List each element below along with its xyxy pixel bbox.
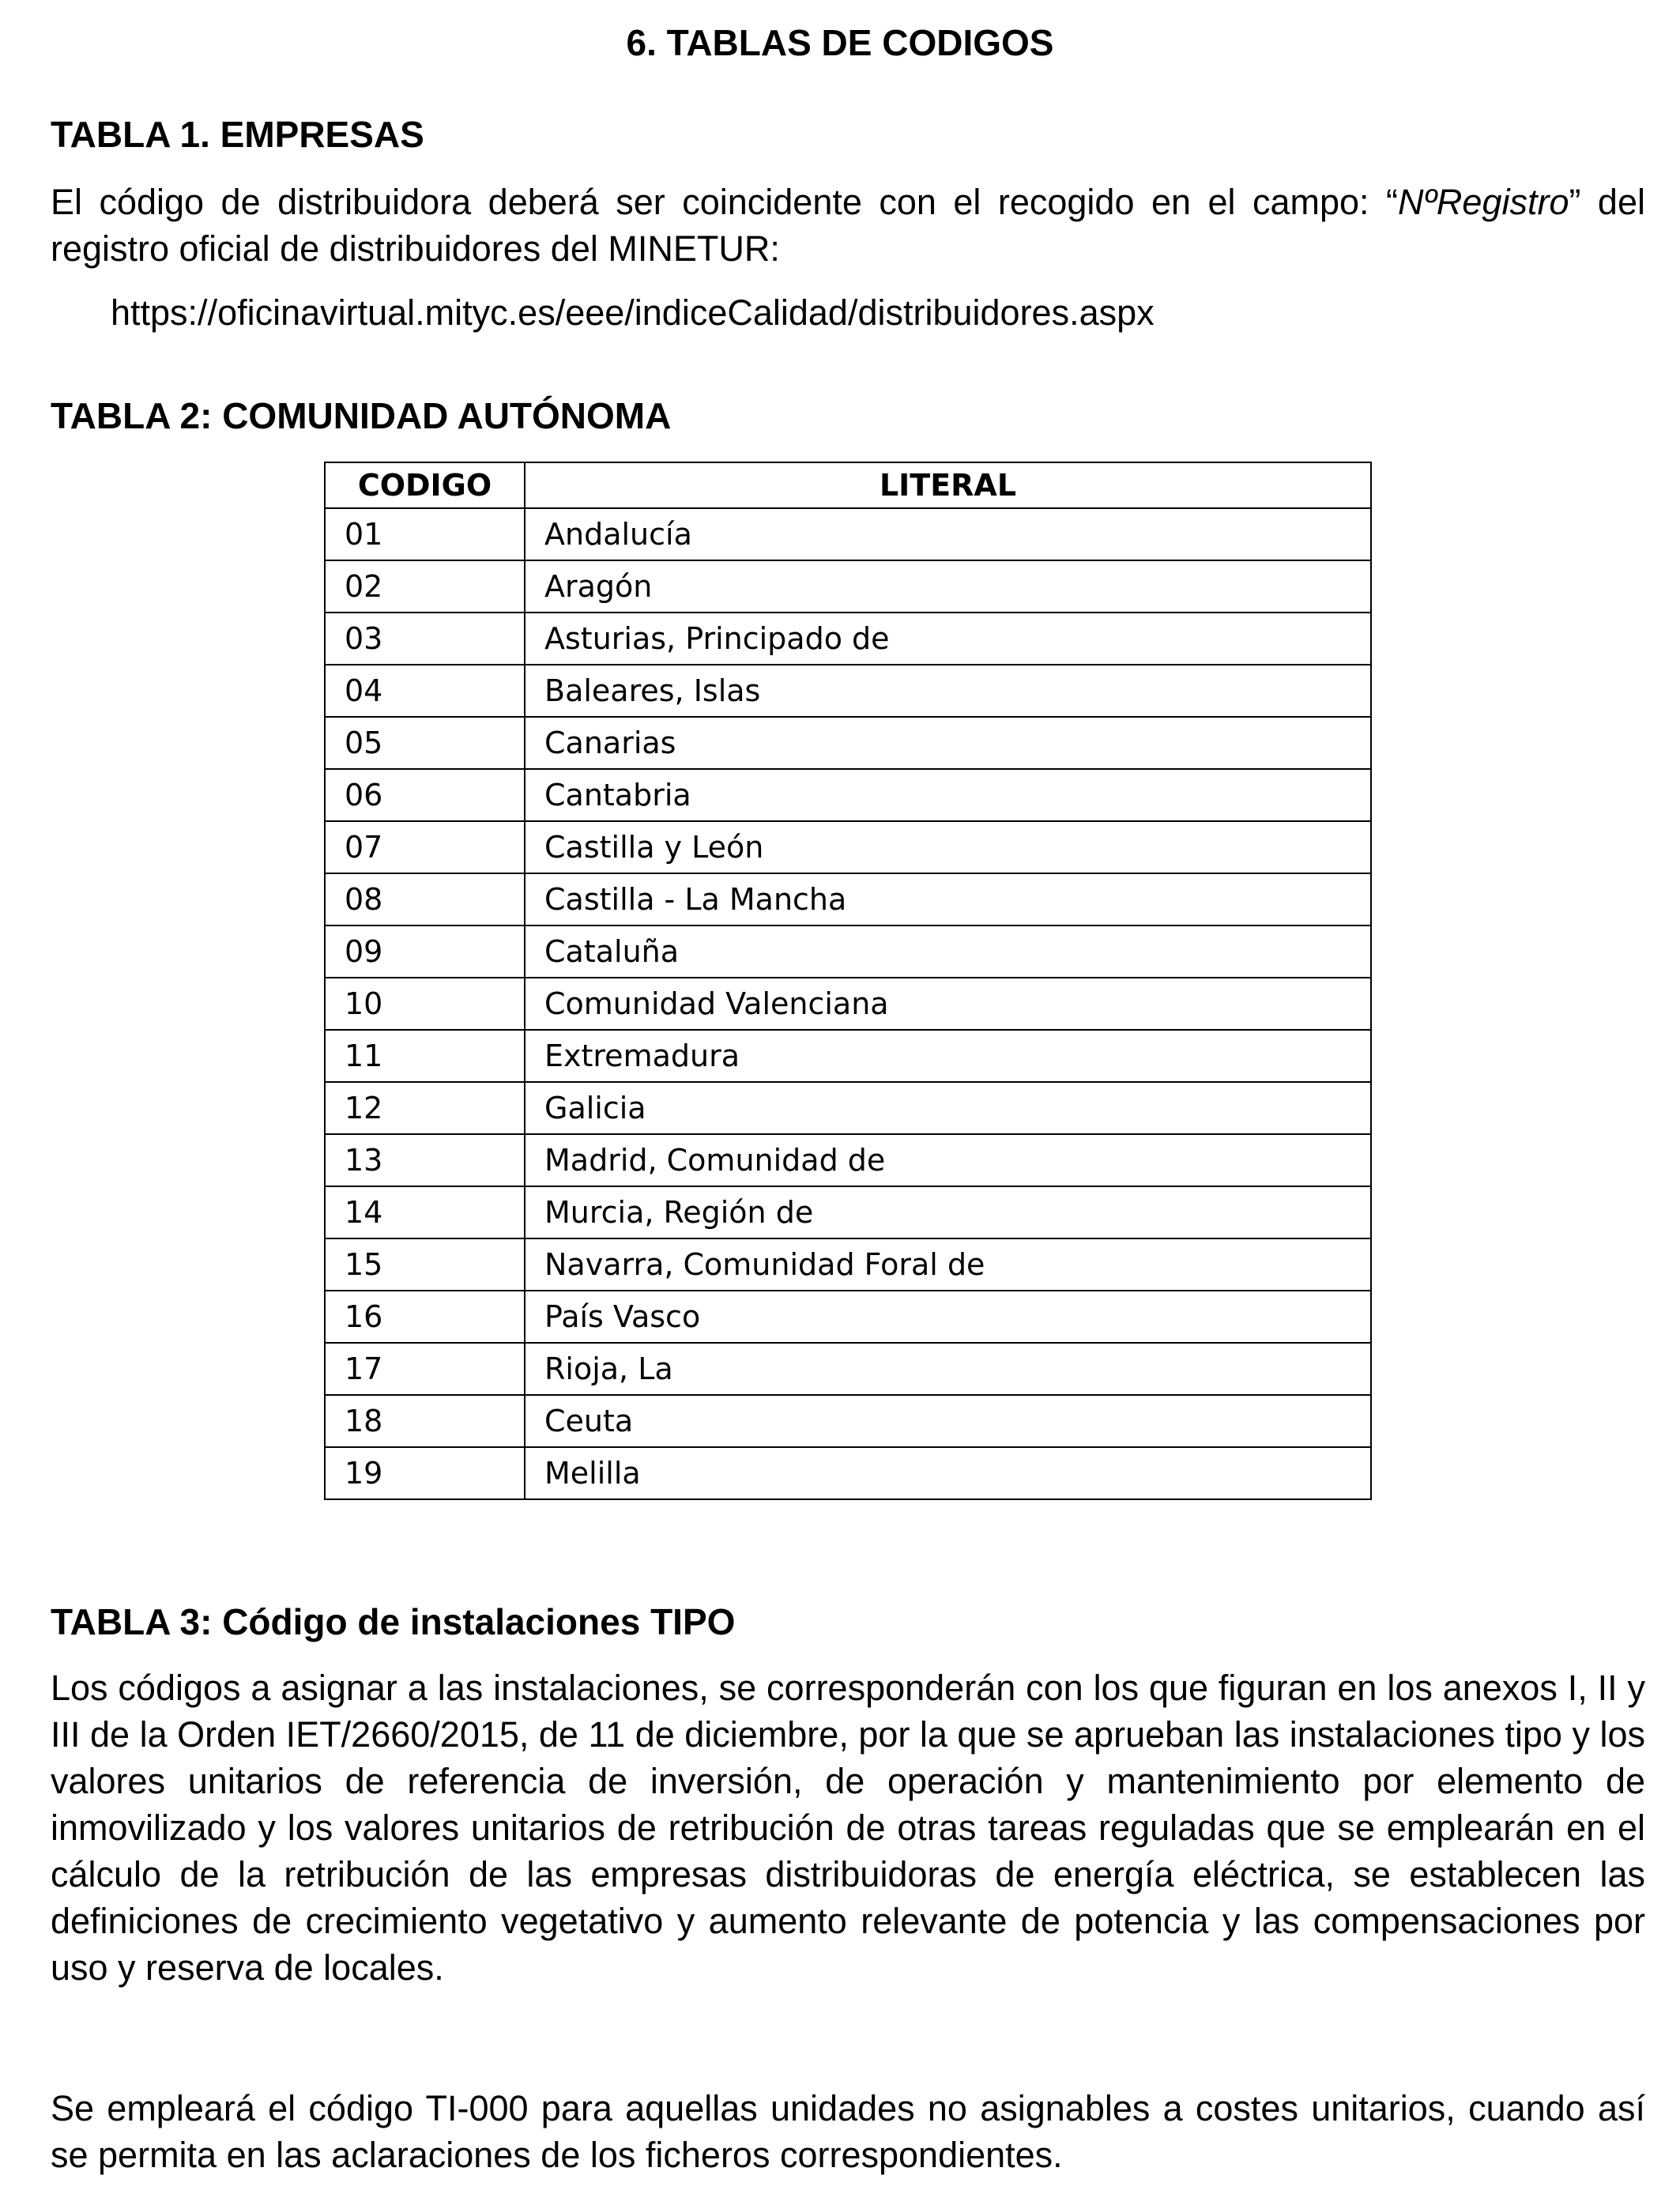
tabla2-heading: TABLA 2: COMUNIDAD AUTÓNOMA [51,395,672,436]
tabla1-paragraph [51,179,1645,272]
codigo-cell: 17 [325,1343,525,1395]
codigo-cell: 16 [325,1291,525,1343]
codigo-cell: 11 [325,1030,525,1082]
table-row [325,1134,1371,1186]
codigo-cell: 07 [325,821,525,873]
literal-cell: Cantabria [525,769,1371,821]
table-row [325,665,1371,717]
literal-cell: Andalucía [525,508,1371,560]
literal-cell: Baleares, Islas [525,665,1371,717]
table-row [325,1343,1371,1395]
literal-cell: Aragón [525,560,1371,613]
literal-cell: Castilla - La Mancha [525,873,1371,925]
literal-cell: Melilla [525,1447,1371,1499]
literal-cell: Castilla y León [525,821,1371,873]
literal-cell: Galicia [525,1082,1371,1134]
codigo-cell: 01 [325,508,525,560]
table-row [325,925,1371,978]
codigo-cell: 10 [325,978,525,1030]
table-row [325,978,1371,1030]
codigo-cell: 13 [325,1134,525,1186]
table-row [325,821,1371,873]
table-row [325,1082,1371,1134]
table-row [325,560,1371,613]
codigo-cell: 06 [325,769,525,821]
literal-cell: Asturias, Principado de [525,613,1371,665]
registro-field-name: NºRegistro [1397,182,1569,222]
codigo-cell: 18 [325,1395,525,1447]
codigo-cell: 05 [325,717,525,769]
literal-cell: Madrid, Comunidad de [525,1134,1371,1186]
column-header-codigo: CODIGO [325,462,525,508]
codigo-cell: 15 [325,1238,525,1291]
codigo-cell: 03 [325,613,525,665]
comunidad-autonoma-table [324,462,1372,1500]
codigo-cell: 04 [325,665,525,717]
table-row [325,1186,1371,1238]
literal-cell: Ceuta [525,1395,1371,1447]
column-header-literal: LITERAL [525,462,1371,508]
table-header-row [325,462,1371,508]
codigo-cell: 14 [325,1186,525,1238]
table-row [325,1447,1371,1499]
tabla3-paragraph-2: Se empleará el código TI-000 para aquellas unidades no asignables a costes unitarios, cuando así se permita en las aclaraciones de los ficheros correspondientes. [51,2088,1645,2175]
tabla1-paragraph-suffix: ” del registro oficial de distribuidores del MINETUR: [51,182,1645,269]
literal-cell: Navarra, Comunidad Foral de [525,1238,1371,1291]
page-title: 6. TABLAS DE CODIGOS [626,22,1054,63]
codigo-cell: 02 [325,560,525,613]
literal-cell: Cataluña [525,925,1371,978]
table-row [325,717,1371,769]
table-row [325,1291,1371,1343]
literal-cell: País Vasco [525,1291,1371,1343]
literal-cell: Rioja, La [525,1343,1371,1395]
table-row [325,1238,1371,1291]
table-row [325,1030,1371,1082]
literal-cell: Canarias [525,717,1371,769]
table-row [325,1395,1371,1447]
codigo-cell: 09 [325,925,525,978]
tabla1-heading: TABLA 1. EMPRESAS [51,114,424,155]
codigo-cell: 08 [325,873,525,925]
tabla3-paragraph-1: Los códigos a asignar a las instalaciones, se corresponderán con los que figuran en los anexos I, II y III de la Orden IET/2660/2015, de 11 de diciembre, por la que se aprueban las instalaciones tipo y los valores unitarios de referencia de inversión, de operación y mantenimiento por elemento de inmovilizado y los valores unitarios de retribución de otras tareas reguladas que se emplearán en el cálculo de la retribución de las empresas distribuidoras de energía eléctrica, se establecen las definiciones de crecimiento vegetativo y aumento relevante de potencia y las compensaciones por uso y reserva de locales. [51,1668,1645,1988]
codigo-cell: 12 [325,1082,525,1134]
literal-cell: Comunidad Valenciana [525,978,1371,1030]
codigo-cell: 19 [325,1447,525,1499]
tabla1-paragraph-prefix: El código de distribuidora deberá ser coincidente con el recogido en el campo: “ [51,182,1398,222]
literal-cell: Extremadura [525,1030,1371,1082]
table-row [325,508,1371,560]
table-row [325,769,1371,821]
table-row [325,613,1371,665]
distribuidores-url: https://oficinavirtual.mityc.es/eee/indiceCalidad/distribuidores.aspx [111,292,1155,333]
literal-cell: Murcia, Región de [525,1186,1371,1238]
tabla3-heading: TABLA 3: Código de instalaciones TIPO [51,1601,736,1642]
table-row [325,873,1371,925]
